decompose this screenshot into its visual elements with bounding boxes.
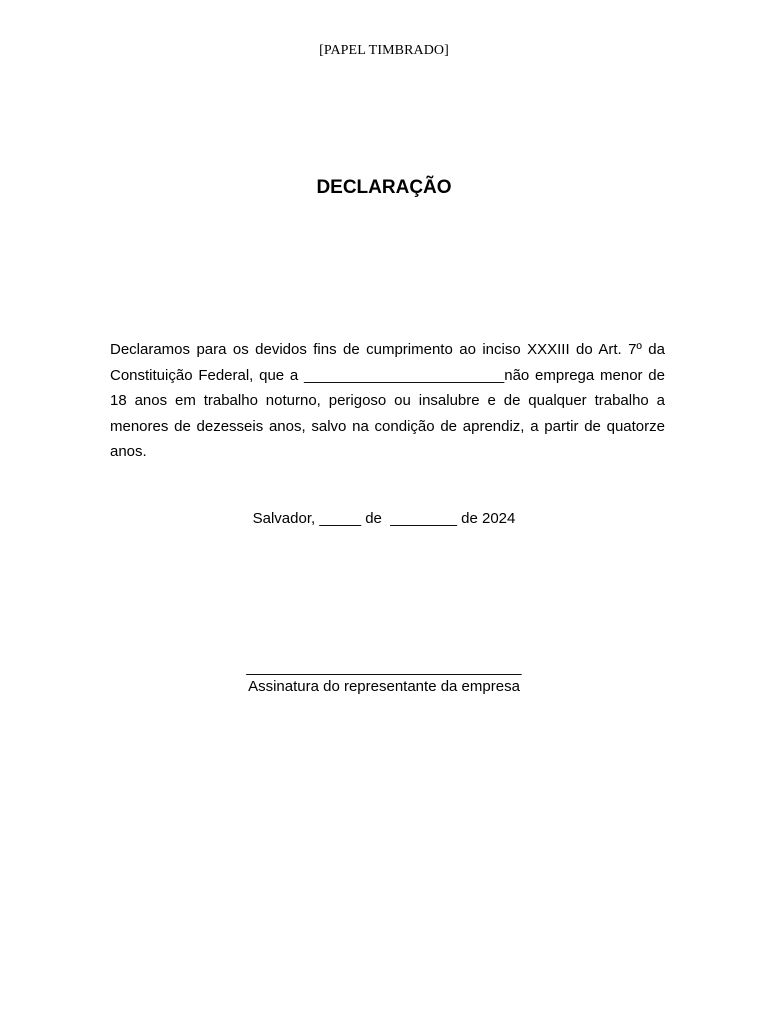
signature-block	[200, 659, 568, 697]
page-title: DECLARAÇÃO	[316, 177, 452, 198]
letterhead-placeholder: [PAPEL TIMBRADO]	[319, 43, 449, 58]
signature-caption: Assinatura do representante da empresa	[248, 678, 520, 695]
declaration-paragraph: Declaramos para os devidos fins de cumprimento ao inciso XXXIII do Art. 7º da Constituição Federal, que a ________________________não emprega menor de 18 anos em trabalho noturno, perigoso ou insalubre e de qualquer trabalho a menores de dezesseis anos, salvo na condição de aprendiz, a partir de quatorze anos.	[110, 341, 665, 460]
date-line: Salvador, _____ de ________ de 2024	[252, 510, 516, 527]
signature-line: _________________________________	[246, 659, 522, 676]
